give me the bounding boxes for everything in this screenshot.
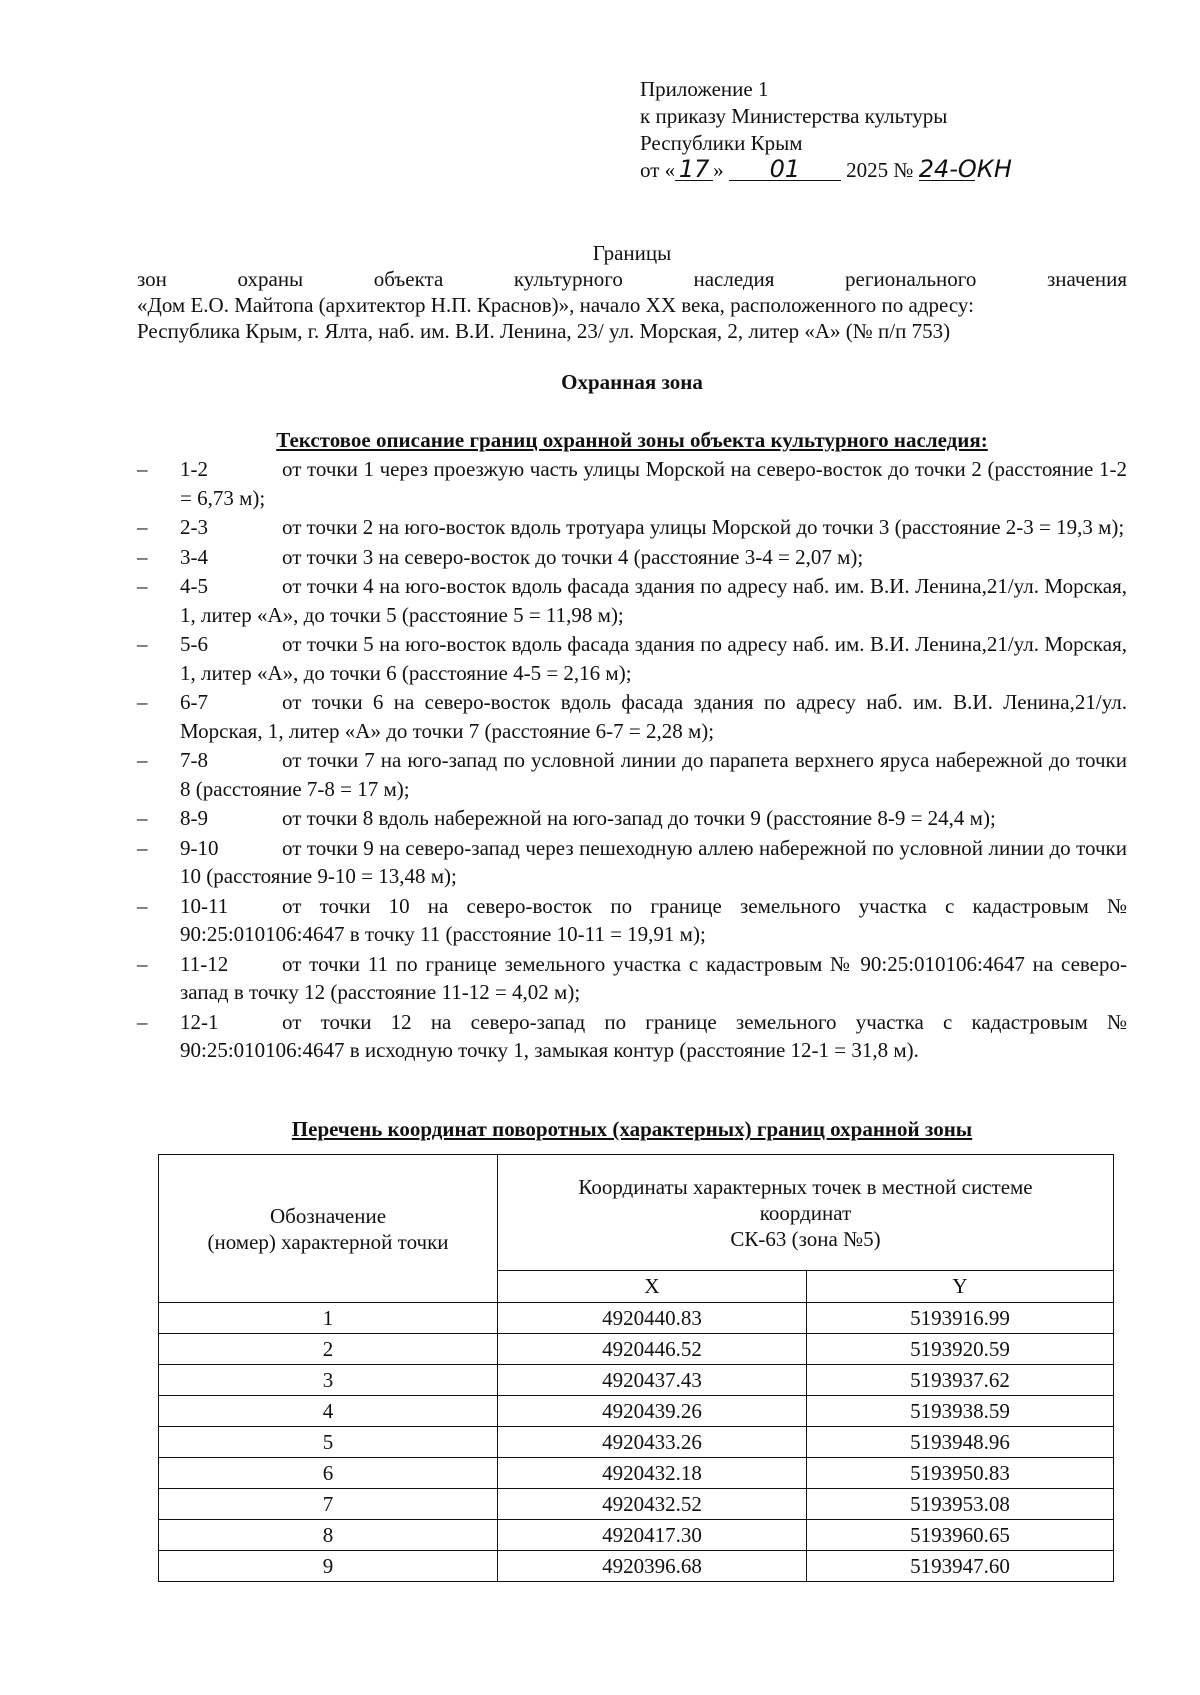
y-cell: 5193948.96	[807, 1427, 1114, 1458]
dash-bullet-icon: –	[137, 632, 148, 656]
y-cell: 5193920.59	[807, 1334, 1114, 1365]
table-row	[159, 1396, 1114, 1427]
date-year: 2025 №	[846, 158, 914, 182]
point-cell: 9	[159, 1551, 498, 1582]
list-item	[137, 746, 1127, 803]
point-cell: 2	[159, 1334, 498, 1365]
x-header: X	[498, 1271, 807, 1303]
handwritten-order-number: 24-ОКН	[918, 155, 1012, 183]
segment-label: 1-2	[180, 457, 208, 481]
point-cell: 5	[159, 1427, 498, 1458]
x-cell: 4920433.26	[498, 1427, 807, 1458]
segment-text: от точки 6 на северо-восток вдоль фасада здания по адресу наб. им. В.И. Ленина,21/ул. Морская, 1, литер «А» до точки 7 (расстояние 6-7 = 2,28 м);	[180, 690, 1127, 743]
segment-label: 6-7	[180, 690, 208, 714]
segment-text: от точки 10 на северо-восток по границе земельного участка с кадастровым № 90:25:010106:4647 в точку 11 (расстояние 10-11 = 19,91 м);	[180, 893, 1127, 946]
dash-bullet-icon: –	[137, 690, 148, 714]
list-item	[137, 630, 1127, 687]
list-item	[137, 892, 1127, 949]
segment-text: от точки 9 на северо-запад через пешеходную аллею набережной по условной линии до точки 10 (расстояние 9-10 = 13,48 м);	[180, 835, 1127, 888]
segment-text: от точки 5 на юго-восток вдоль фасада здания по адресу наб. им. В.И. Ленина,21/ул. Морская, 1, литер «А», до точки 6 (расстояние 4-5 = 2,16 м);	[180, 632, 1127, 685]
dash-bullet-icon: –	[137, 457, 148, 481]
x-cell: 4920446.52	[498, 1334, 807, 1365]
segment-label: 12-1	[180, 1009, 219, 1034]
title-word: культурного	[513, 267, 623, 291]
x-cell: 4920432.52	[498, 1489, 807, 1520]
y-cell: 5193947.60	[807, 1551, 1114, 1582]
x-cell: 4920432.18	[498, 1458, 807, 1489]
appendix-republic: Республики Крым	[640, 131, 803, 155]
document-title	[137, 240, 1127, 344]
x-cell: 4920396.68	[498, 1551, 807, 1582]
dash-bullet-icon: –	[137, 835, 148, 860]
segment-label: 2-3	[180, 515, 208, 539]
dash-bullet-icon: –	[137, 893, 148, 918]
list-item	[137, 688, 1127, 745]
y-cell: 5193960.65	[807, 1520, 1114, 1551]
segment-label: 9-10	[180, 835, 219, 860]
segment-text: от точки 2 на юго-восток вдоль тротуара улицы Морской до точки 3 (расстояние 2-3 = 19,3 м);	[282, 515, 1125, 539]
title-word: наследия	[693, 267, 775, 291]
dash-bullet-icon: –	[137, 574, 148, 598]
title-line-3: Республика Крым, г. Ялта, наб. им. В.И. Ленина, 23/ ул. Морская, 2, литер «А» (№ п/п 753)	[137, 319, 951, 343]
segment-label: 5-6	[180, 632, 208, 656]
segment-label: 4-5	[180, 574, 208, 598]
list-item	[137, 543, 1127, 572]
y-cell: 5193950.83	[807, 1458, 1114, 1489]
y-cell: 5193953.08	[807, 1489, 1114, 1520]
table-row	[159, 1365, 1114, 1396]
table-row	[159, 1489, 1114, 1520]
y-header: Y	[807, 1271, 1114, 1303]
list-item	[137, 950, 1127, 1007]
segment-text: от точки 8 вдоль набережной на юго-запад до точки 9 (расстояние 8-9 = 24,4 м);	[282, 806, 996, 830]
segment-text: от точки 11 по границе земельного участка с кадастровым № 90:25:010106:4647 на северо-запад в точку 12 (расстояние 11-12 = 4,02 м);	[180, 951, 1127, 1004]
title-word: объекта	[373, 267, 444, 291]
table-row	[159, 1458, 1114, 1489]
header-line: Координаты характерных точек в местной системе	[578, 1174, 1033, 1199]
dash-bullet-icon: –	[137, 806, 148, 830]
point-cell: 3	[159, 1365, 498, 1396]
segment-text: от точки 1 через проезжую часть улицы Морской на северо-восток до точки 2 (расстояние 1-2 = 6,73 м);	[180, 457, 1127, 510]
zone-heading: Охранная зона	[561, 370, 703, 394]
header-line: (номер) характерной точки	[207, 1229, 449, 1254]
appendix-date-line	[640, 155, 1012, 184]
dash-bullet-icon: –	[137, 544, 148, 569]
handwritten-month: 01	[729, 158, 841, 181]
date-prefix: от «	[640, 158, 676, 182]
y-cell: 5193916.99	[807, 1303, 1114, 1334]
y-cell: 5193937.62	[807, 1365, 1114, 1396]
segment-label: 10-11	[180, 893, 229, 918]
title-word: значения	[1046, 267, 1127, 291]
point-cell: 8	[159, 1520, 498, 1551]
dash-bullet-icon: –	[137, 748, 148, 772]
segment-label: 11-12	[180, 951, 229, 976]
title-line-1	[137, 266, 1127, 292]
table-row	[159, 1427, 1114, 1458]
table-row	[159, 1303, 1114, 1334]
list-item	[137, 1008, 1127, 1065]
point-cell: 4	[159, 1396, 498, 1427]
header-line: координат	[759, 1200, 852, 1225]
boundary-description-list	[137, 455, 1127, 1066]
appendix-order-ref: к приказу Министерства культуры	[640, 104, 948, 128]
segment-text: от точки 3 на северо-восток до точки 4 (расстояние 3-4 = 2,07 м);	[282, 544, 864, 569]
point-cell: 6	[159, 1458, 498, 1489]
title-word: зон	[137, 267, 167, 291]
table-header-row	[159, 1155, 1114, 1271]
title-word: охраны	[237, 267, 304, 291]
table-row	[159, 1334, 1114, 1365]
description-heading: Текстовое описание границ охранной зоны объекта культурного наследия:	[276, 428, 988, 452]
table-row	[159, 1520, 1114, 1551]
title-line-2: «Дом Е.О. Майтопа (архитектор Н.П. Краснов)», начало XX века, расположенного по адресу:	[137, 293, 974, 317]
segment-text: от точки 12 на северо-запад по границе земельного участка с кадастровым № 90:25:010106:4647 в исходную точку 1, замыкая контур (расстояние 12-1 = 31,8 м).	[180, 1009, 1127, 1062]
header-line: Обозначение	[269, 1203, 387, 1228]
point-cell: 1	[159, 1303, 498, 1334]
segment-label: 8-9	[180, 806, 208, 830]
coordinates-table-heading: Перечень координат поворотных (характерных) границ охранной зоны	[291, 1117, 973, 1141]
segment-text: от точки 4 на юго-восток вдоль фасада здания по адресу наб. им. В.И. Ленина,21/ул. Морская, 1, литер «А», до точки 5 (расстояние 5 = 11,98 м);	[180, 574, 1127, 627]
appendix-header	[640, 76, 1012, 184]
list-item	[137, 572, 1127, 629]
list-item	[137, 804, 1127, 833]
segment-label: 3-4	[180, 544, 208, 569]
dash-bullet-icon: –	[137, 1009, 148, 1034]
y-cell: 5193938.59	[807, 1396, 1114, 1427]
date-mid: »	[713, 158, 724, 182]
handwritten-day: 17	[675, 158, 713, 181]
appendix-title: Приложение 1	[640, 77, 769, 101]
segment-text: от точки 7 на юго-запад по условной линии до парапета верхнего яруса набережной до точки 8 (расстояние 7-8 = 17 м);	[180, 748, 1127, 801]
coordinates-table	[158, 1154, 1114, 1582]
coordinates-header	[498, 1155, 1114, 1271]
dash-bullet-icon: –	[137, 951, 148, 976]
title-heading: Границы	[592, 241, 672, 265]
dash-bullet-icon: –	[137, 515, 148, 539]
x-cell: 4920417.30	[498, 1520, 807, 1551]
x-cell: 4920437.43	[498, 1365, 807, 1396]
list-item	[137, 455, 1127, 512]
title-word: регионального	[845, 267, 977, 291]
x-cell: 4920439.26	[498, 1396, 807, 1427]
x-cell: 4920440.83	[498, 1303, 807, 1334]
list-item	[137, 513, 1127, 542]
header-line: СК-63 (зона №5)	[730, 1226, 881, 1251]
list-item	[137, 834, 1127, 891]
point-cell: 7	[159, 1489, 498, 1520]
table-row	[159, 1551, 1114, 1582]
segment-label: 7-8	[180, 748, 208, 772]
point-designation-header	[159, 1155, 498, 1303]
